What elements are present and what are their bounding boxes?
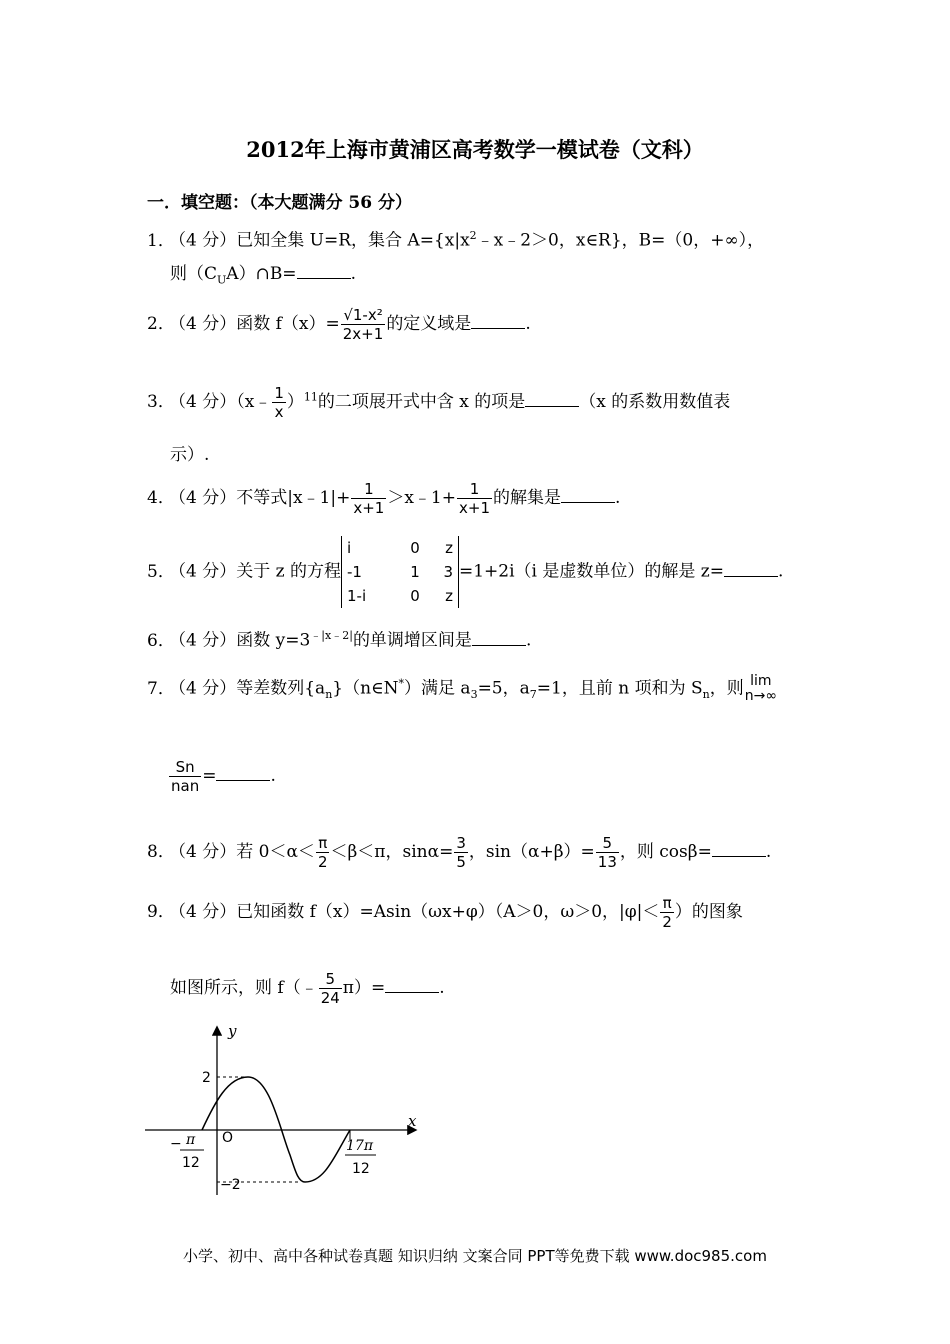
question-4	[147, 480, 620, 517]
question-text: （x﹣	[236, 392, 272, 412]
question-text: 函数 f（x）=	[236, 314, 340, 334]
answer-blank	[724, 560, 778, 577]
tick-label-2: 2	[202, 1070, 211, 1086]
question-text: 如图所示，则 f（﹣	[170, 978, 318, 998]
question-7-line2	[168, 758, 276, 795]
superscript: 2	[469, 229, 477, 242]
question-text: ＜β＜π，sinα=	[330, 842, 454, 862]
answer-blank	[525, 390, 579, 407]
question-text: 函数 y=3	[236, 630, 311, 651]
punct: .	[778, 561, 784, 582]
fraction	[351, 480, 386, 517]
answer-blank	[297, 262, 351, 279]
question-text: 则（C	[170, 264, 218, 284]
question-5	[147, 536, 783, 608]
question-text: =5，a	[477, 678, 530, 699]
det-cell: -1	[347, 563, 362, 581]
limit	[745, 674, 777, 704]
det-cell: 0	[410, 587, 420, 605]
punct: .	[765, 842, 772, 862]
question-points: （4 分）	[169, 314, 237, 334]
question-text: 的解集是	[493, 488, 561, 508]
numerator: 1	[457, 480, 492, 499]
question-text: ＞x﹣1+	[387, 488, 456, 508]
question-text: 不等式|x﹣1|+	[236, 488, 351, 508]
punct: .	[615, 488, 621, 508]
denominator: nan	[171, 777, 200, 795]
subscript: n	[702, 688, 710, 702]
question-text: π）=	[342, 978, 386, 998]
punct: .	[439, 978, 445, 998]
question-points: （4 分）	[169, 392, 237, 412]
question-text: 关于 z 的方程	[236, 561, 341, 582]
question-text: 等差数列{a	[236, 678, 326, 699]
question-text: 的二项展开式中含 x 的项是	[317, 392, 526, 412]
numerator: Sn	[169, 758, 201, 777]
fraction	[457, 480, 492, 517]
denominator: x	[274, 403, 284, 421]
superscript: *	[398, 677, 405, 690]
question-text: ）的图象	[674, 902, 743, 922]
numerator: √1-x²	[341, 306, 386, 325]
question-3	[147, 384, 730, 421]
punct: .	[350, 264, 356, 284]
left-sign: −	[170, 1136, 182, 1152]
tick-label-neg2: −2	[220, 1177, 241, 1193]
question-6	[147, 624, 531, 653]
denominator: 2	[317, 853, 328, 871]
question-text: 的单调增区间是	[352, 630, 472, 651]
left-denominator: 12	[182, 1155, 200, 1171]
question-8	[147, 834, 771, 871]
determinant	[341, 536, 459, 608]
answer-blank	[472, 629, 526, 646]
question-number: 5．	[147, 561, 175, 582]
punct: .	[270, 766, 276, 786]
fraction	[169, 758, 201, 795]
answer-blank	[712, 840, 766, 857]
question-text: ，sin（α+β）=	[468, 842, 595, 862]
det-cell: z	[445, 587, 453, 605]
question-text: ﹣x﹣2＞0，x∈R}，B=（0，+∞），	[476, 230, 765, 251]
question-points: （4 分）	[169, 230, 237, 251]
page-title: 2012年上海市黄浦区高考数学一模试卷（文科）	[246, 137, 704, 162]
question-text: ）	[286, 392, 304, 412]
question-text: =1，且前 n 项和为 S	[536, 678, 703, 699]
question-text: }（n∈N	[332, 678, 399, 699]
question-text: A）∩B=	[226, 264, 297, 284]
question-number: 7．	[147, 678, 175, 699]
question-7	[147, 672, 778, 707]
denominator: 24	[320, 989, 340, 1007]
punct: .	[525, 630, 532, 651]
question-text: （x 的系数用数值表	[579, 392, 731, 412]
det-cell: 3	[443, 563, 453, 581]
superscript: 11	[303, 390, 318, 404]
fraction	[272, 384, 286, 421]
det-cell: 1-i	[347, 587, 367, 605]
answer-blank	[471, 312, 525, 329]
numerator: 5	[319, 970, 342, 989]
question-1-line2	[170, 262, 356, 292]
right-denominator: 12	[352, 1161, 370, 1177]
question-points: （4 分）	[169, 678, 237, 699]
question-text: ，则 cosβ=	[619, 842, 712, 862]
question-number: 2．	[147, 314, 175, 334]
det-cell: z	[445, 539, 453, 557]
question-9	[147, 894, 743, 931]
limit-sub: n→∞	[744, 688, 777, 705]
det-cell: i	[347, 539, 352, 557]
subscript: 7	[529, 688, 537, 702]
question-number: 6．	[147, 630, 175, 651]
y-axis-label: y	[228, 1022, 237, 1040]
question-text: =	[202, 766, 217, 786]
question-text: 已知全集 U=R，集合 A={x|x	[236, 230, 470, 251]
footer: 小学、初中、高中各种试卷真题 知识归纳 文案合同 PPT等免费下载 www.doc985.com	[183, 1247, 767, 1265]
denominator: x+1	[353, 499, 385, 517]
question-number: 4．	[147, 488, 175, 508]
question-text: =1+2i（i 是虚数单位）的解是 z=	[459, 561, 725, 582]
numerator: 3	[456, 834, 466, 852]
question-number: 8．	[147, 842, 175, 862]
fraction	[319, 970, 342, 1007]
det-cell: 1	[410, 563, 420, 581]
fraction	[341, 306, 386, 343]
fraction	[316, 834, 330, 871]
denominator: 5	[456, 853, 466, 871]
question-number: 3．	[147, 392, 175, 412]
question-9-line2	[170, 970, 445, 1007]
fraction	[596, 834, 619, 871]
numerator: 1	[351, 480, 386, 499]
punct: .	[525, 314, 531, 334]
denominator: 2x+1	[342, 325, 384, 343]
answer-blank	[216, 764, 270, 781]
denominator: 13	[597, 853, 617, 871]
numerator: 1	[274, 384, 284, 402]
question-1	[147, 224, 764, 253]
answer-blank	[385, 976, 439, 993]
numerator: π	[660, 894, 674, 913]
question-3-line2: 示）.	[170, 445, 210, 465]
question-points: （4 分）	[169, 561, 237, 582]
denominator: 2	[662, 913, 672, 931]
question-text: ）满足 a	[404, 678, 471, 699]
x-axis-label: x	[408, 1112, 417, 1130]
denominator: x+1	[459, 499, 490, 517]
question-text: 的定义域是	[386, 314, 472, 334]
limit-label: lim	[750, 673, 772, 690]
subscript: U	[217, 273, 227, 287]
question-points: （4 分）	[169, 630, 237, 651]
answer-blank	[561, 486, 615, 503]
section-heading: 一．填空题：（本大题满分 56 分）	[147, 193, 412, 213]
question-number: 1．	[147, 230, 175, 251]
question-number: 9．	[147, 902, 175, 922]
sine-graph	[140, 1020, 430, 1205]
fraction	[660, 894, 674, 931]
question-2	[147, 306, 531, 343]
question-points: （4 分）	[169, 902, 237, 922]
right-numerator: 17π	[346, 1138, 374, 1154]
left-numerator: π	[186, 1132, 196, 1148]
superscript: ﹣|x﹣2|	[310, 629, 353, 642]
numerator: 5	[596, 834, 619, 853]
question-text: 若 0＜α＜	[236, 842, 315, 862]
subscript: 3	[470, 688, 478, 702]
det-cell: 0	[410, 539, 420, 557]
origin-label: O	[222, 1130, 234, 1146]
question-text: ，则	[709, 678, 744, 699]
numerator: π	[316, 834, 330, 853]
question-points: （4 分）	[169, 842, 237, 862]
fraction	[454, 834, 468, 871]
subscript: n	[325, 688, 333, 702]
question-points: （4 分）	[169, 488, 237, 508]
question-text: 已知函数 f（x）=Asin（ωx+φ）（A＞0，ω＞0，|φ|＜	[236, 902, 660, 922]
